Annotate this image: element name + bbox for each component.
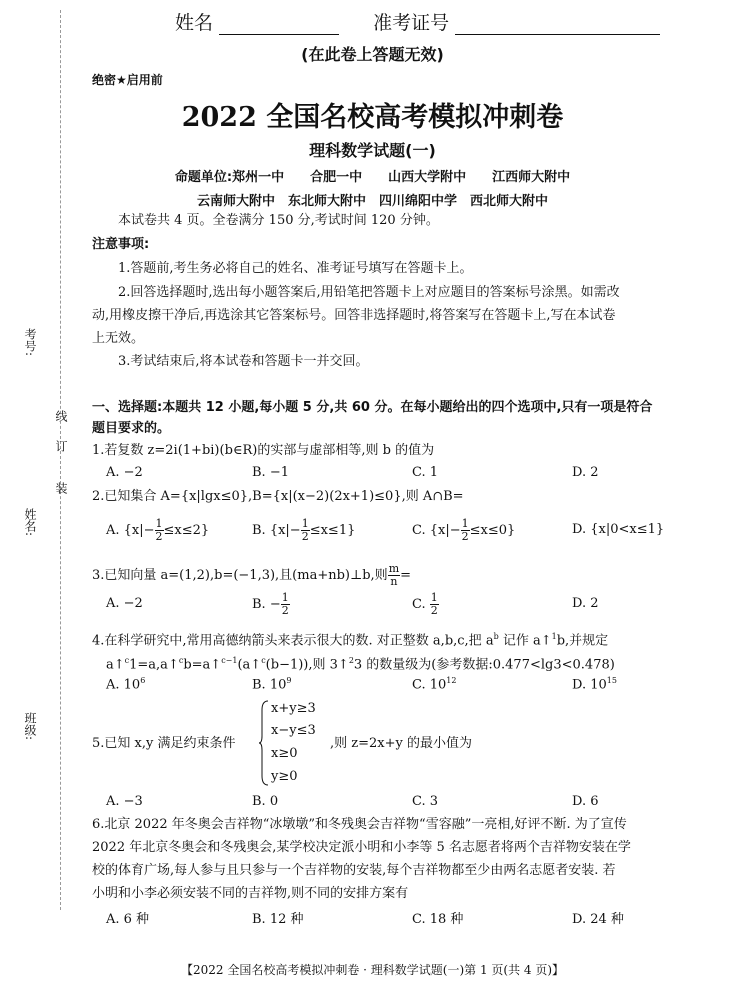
q6-option-b: B. 12 种 xyxy=(252,912,304,927)
q5-option-d: D. 6 xyxy=(572,794,599,809)
q3-option-b: B. − $\frac{1}{2}$ xyxy=(252,591,289,617)
notice-2-cont: 动,用橡皮擦干净后,再选涂其它答案标号。回答非选择题时,将答案写在答题卡上,写在本试卷 xyxy=(92,308,616,323)
q5-constraint-3: x≥0 xyxy=(271,746,298,761)
q6-line-3: 校的体育广场,每人参与且只参与一个吉祥物的安装,每个吉祥物都至少由两名志愿者安装. 若 xyxy=(92,863,616,878)
q6-option-c: C. 18 种 xyxy=(412,912,464,927)
q4-line-1: 4.在科学研究中,常用高德纳箭头来表示很大的数. 对正整数 a,b,c,把 $a^b$ 记作 a↑$^1$b,并规定 xyxy=(92,632,609,649)
q5-constraint-1: x+y≥3 xyxy=(271,701,316,716)
q3-option-a: A. −2 xyxy=(106,596,143,611)
q2-option-b: B. {x|− $\frac{1}{2}$ ≤x≤1} xyxy=(252,517,356,543)
q1-option-d: D. 2 xyxy=(572,465,599,480)
q2-option-c: C. {x|− $\frac{1}{2}$ ≤x≤0} xyxy=(412,517,516,543)
q5-option-b: B. 0 xyxy=(252,794,279,809)
q1-stem: 1.若复数 z=2i(1+bi)(b∈R)的实部与虚部相等,则 b 的值为 xyxy=(92,443,435,458)
q6-line-2: 2022 年北京冬奥会和冬残奥会,某学校决定派小明和小李等 5 名志愿者将两个吉祥物安装在学 xyxy=(92,840,631,855)
q4-line-2: a↑$^c$1=a,a↑$^c$b=a↑$^{c-1}$(a↑$^c$(b−1)),则 3↑$^2$3 的数量级为(参考数据:0.477<lg3<0.478) xyxy=(106,656,615,673)
q6-line-4: 小明和小李必须安装不同的吉祥物,则不同的安排方案有 xyxy=(92,886,409,901)
binding-ding: 订 xyxy=(54,440,68,452)
q5-stem-prefix: 5.已知 x,y 满足约束条件 xyxy=(92,736,236,751)
q4-option-b: B. $10^9$ xyxy=(252,676,292,693)
binding-kaohao: 考号: xyxy=(23,328,37,357)
invalid-note: (在此卷上答题无效) xyxy=(301,45,444,64)
q4-option-d: D. $10^{15}$ xyxy=(572,676,617,693)
q5-brace xyxy=(259,700,269,786)
q3-option-d: D. 2 xyxy=(572,596,599,611)
q1-option-b: B. −1 xyxy=(252,465,289,480)
q2-option-d: D. {x|0<x≤1} xyxy=(572,522,665,537)
q2-stem: 2.已知集合 A={x|lgx≤0},B={x|(x−2)(2x+1)≤0},则 A∩B= xyxy=(92,489,464,504)
notice-1: 1.答题前,考生务必将自己的姓名、准考证号填写在答题卡上。 xyxy=(118,261,473,276)
page-footer: 【2022 全国名校高考模拟冲刺卷 · 理科数学试题(一)第 1 页(共 4 页)】 xyxy=(180,963,565,977)
section-heading-2: 题目要求的。 xyxy=(92,421,171,436)
exam-subtitle: 理科数学试题(一) xyxy=(309,141,436,160)
q6-option-a: A. 6 种 xyxy=(106,912,150,927)
secret-mark: 绝密★启用前 xyxy=(92,73,163,87)
q5-constraint-4: y≥0 xyxy=(271,769,298,784)
q3-stem: 3.已知向量 a=(1,2),b=(−1,3),且(ma+nb)⊥b,则 $\frac{m}{n}$ = xyxy=(92,562,412,588)
q4-option-a: A. $10^6$ xyxy=(106,676,146,693)
q1-option-a: A. −2 xyxy=(106,465,143,480)
q5-option-a: A. −3 xyxy=(106,794,143,809)
intro-text: 本试卷共 4 页。全卷满分 150 分,考试时间 120 分钟。 xyxy=(118,213,439,228)
q5-stem-suffix: ,则 z=2x+y 的最小值为 xyxy=(330,736,472,751)
q3-option-c: C. $\frac{1}{2}$ xyxy=(412,591,438,617)
section-heading: 一、选择题:本题共 12 小题,每小题 5 分,共 60 分。在每小题给出的四个选项中,只有一项是符合 xyxy=(92,400,653,415)
binding-xian: 线 xyxy=(54,410,68,422)
exam-id-label: 准考证号 xyxy=(373,12,450,34)
binding-xingming: 姓名: xyxy=(23,508,37,537)
notice-2-end: 上无效。 xyxy=(92,331,145,346)
q6-line-1: 6.北京 2022 年冬奥会吉祥物“冰墩墩”和冬残奥会吉祥物“雪容融”一亮相,好评不断. 为了宣传 xyxy=(92,817,627,832)
notice-title: 注意事项: xyxy=(92,237,150,252)
candidate-info-line xyxy=(175,8,660,35)
units-line-1: 命题单位:郑州一中 合肥一中 山西大学附中 江西师大附中 xyxy=(174,170,571,185)
exam-title: 2022 全国名校高考模拟冲刺卷 xyxy=(181,102,564,133)
name-label: 姓名 xyxy=(175,12,214,34)
binding-banji: 班级: xyxy=(23,712,37,741)
q5-constraint-2: x−y≤3 xyxy=(271,723,316,738)
q5-option-c: C. 3 xyxy=(412,794,439,809)
units-line-2: 云南师大附中 东北师大附中 四川绵阳中学 西北师大附中 xyxy=(196,194,548,209)
name-blank xyxy=(219,16,339,35)
q4-option-c: C. $10^{12}$ xyxy=(412,676,457,693)
q1-option-c: C. 1 xyxy=(412,465,439,480)
notice-2: 2.回答选择题时,选出每小题答案后,用铅笔把答题卡上对应题目的答案标号涂黑。如需改 xyxy=(118,285,620,300)
notice-3: 3.考试结束后,将本试卷和答题卡一并交回。 xyxy=(118,354,369,369)
exam-id-blank xyxy=(455,16,660,35)
q2-option-a: A. {x|− $\frac{1}{2}$ ≤x≤2} xyxy=(106,517,210,543)
binding-zhuang: 装 xyxy=(54,482,68,494)
q6-option-d: D. 24 种 xyxy=(572,912,624,927)
